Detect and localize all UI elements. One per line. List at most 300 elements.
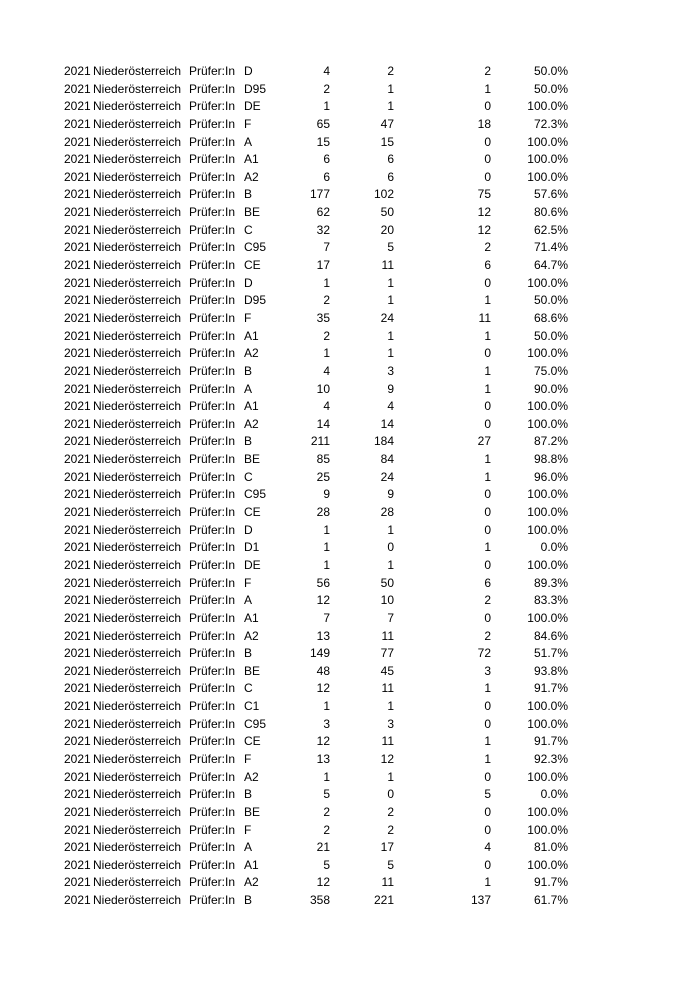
total-cell: 17 [316, 258, 330, 273]
rate-cell: 91.7% [533, 875, 568, 890]
table-row [0, 592, 700, 610]
role-cell: Prüfer:In [189, 575, 236, 590]
rate-cell: 100.0% [527, 716, 568, 731]
year-cell: 2021 [64, 822, 91, 837]
role-cell: Prüfer:In [189, 469, 236, 484]
year-cell: 2021 [64, 240, 91, 255]
failed-cell: 0 [484, 416, 491, 431]
total-cell: 12 [316, 681, 330, 696]
region-cell: Niederösterreich [93, 751, 182, 766]
rate-cell: 50.0% [533, 81, 568, 96]
rate-cell: 100.0% [527, 99, 568, 114]
region-cell: Niederösterreich [93, 452, 182, 467]
class-cell: F [244, 310, 252, 325]
failed-cell: 1 [484, 381, 491, 396]
failed-cell: 18 [477, 116, 491, 131]
total-cell: 177 [309, 187, 330, 202]
passed-cell: 11 [381, 734, 394, 749]
year-cell: 2021 [64, 64, 91, 78]
year-cell: 2021 [64, 840, 91, 855]
year-cell: 2021 [64, 628, 91, 643]
role-cell: Prüfer:In [189, 540, 236, 555]
year-cell: 2021 [64, 258, 91, 273]
rate-cell: 50.0% [533, 328, 568, 343]
passed-cell: 45 [380, 663, 394, 678]
region-cell: Niederösterreich [93, 381, 182, 396]
failed-cell: 1 [484, 751, 491, 766]
failed-cell: 1 [484, 734, 491, 749]
table-row [0, 892, 700, 910]
table-row [0, 398, 700, 416]
failed-cell: 3 [484, 663, 491, 678]
passed-cell: 2 [387, 822, 394, 837]
year-cell: 2021 [64, 116, 91, 131]
rate-cell: 50.0% [533, 64, 568, 78]
year-cell: 2021 [64, 381, 91, 396]
rate-cell: 100.0% [527, 487, 568, 502]
region-cell: Niederösterreich [93, 99, 182, 114]
failed-cell: 4 [484, 840, 491, 855]
region-cell: Niederösterreich [93, 346, 182, 361]
passed-cell: 50 [380, 205, 394, 220]
class-cell: B [244, 434, 253, 449]
year-cell: 2021 [64, 399, 91, 414]
table-row [0, 275, 700, 293]
total-cell: 48 [316, 663, 330, 678]
year-cell: 2021 [64, 540, 91, 555]
table-row [0, 328, 700, 346]
table-row [0, 416, 700, 434]
failed-cell: 0 [484, 699, 491, 714]
table-row [0, 469, 700, 487]
passed-cell: 3 [387, 363, 394, 378]
region-cell: Niederösterreich [93, 822, 182, 837]
passed-cell: 9 [387, 381, 394, 396]
region-cell: Niederösterreich [93, 240, 182, 255]
year-cell: 2021 [64, 681, 91, 696]
total-cell: 149 [309, 646, 330, 661]
failed-cell: 2 [484, 64, 491, 78]
failed-cell: 0 [484, 346, 491, 361]
table-row [0, 539, 700, 557]
role-cell: Prüfer:In [189, 787, 236, 802]
rate-cell: 100.0% [527, 152, 568, 167]
year-cell: 2021 [64, 81, 91, 96]
year-cell: 2021 [64, 505, 91, 520]
table-row [0, 486, 700, 504]
region-cell: Niederösterreich [93, 593, 182, 608]
role-cell: Prüfer:In [189, 681, 236, 696]
year-cell: 2021 [64, 716, 91, 731]
table-row [0, 310, 700, 328]
role-cell: Prüfer:In [189, 734, 236, 749]
region-cell: Niederösterreich [93, 134, 182, 149]
region-cell: Niederösterreich [93, 522, 182, 537]
total-cell: 56 [316, 575, 330, 590]
total-cell: 32 [316, 222, 330, 237]
year-cell: 2021 [64, 328, 91, 343]
total-cell: 2 [323, 81, 330, 96]
table-row [0, 857, 700, 875]
class-cell: D [244, 522, 253, 537]
year-cell: 2021 [64, 452, 91, 467]
passed-cell: 6 [387, 169, 394, 184]
role-cell: Prüfer:In [189, 716, 236, 731]
year-cell: 2021 [64, 187, 91, 202]
table-row [0, 186, 700, 204]
class-cell: F [244, 575, 252, 590]
rate-cell: 100.0% [527, 804, 568, 819]
rate-cell: 50.0% [533, 293, 568, 308]
rate-cell: 100.0% [527, 346, 568, 361]
region-cell: Niederösterreich [93, 187, 182, 202]
rate-cell: 68.6% [533, 310, 568, 325]
total-cell: 35 [316, 310, 330, 325]
failed-cell: 1 [484, 875, 491, 890]
class-cell: F [244, 116, 252, 131]
role-cell: Prüfer:In [189, 258, 236, 273]
total-cell: 1 [323, 769, 330, 784]
class-cell: B [244, 787, 253, 802]
year-cell: 2021 [64, 699, 91, 714]
class-cell: A2 [244, 875, 259, 890]
year-cell: 2021 [64, 734, 91, 749]
role-cell: Prüfer:In [189, 116, 236, 131]
table-row [0, 204, 700, 222]
year-cell: 2021 [64, 169, 91, 184]
total-cell: 2 [323, 804, 330, 819]
rate-cell: 91.7% [533, 681, 568, 696]
passed-cell: 11 [381, 875, 394, 890]
rate-cell: 100.0% [527, 399, 568, 414]
class-cell: BE [244, 663, 261, 678]
rate-cell: 87.2% [533, 434, 568, 449]
failed-cell: 137 [470, 893, 491, 908]
failed-cell: 27 [477, 434, 491, 449]
region-cell: Niederösterreich [93, 328, 182, 343]
passed-cell: 1 [387, 522, 394, 537]
passed-cell: 1 [387, 81, 394, 96]
year-cell: 2021 [64, 857, 91, 872]
class-cell: B [244, 646, 253, 661]
role-cell: Prüfer:In [189, 416, 236, 431]
total-cell: 12 [316, 734, 330, 749]
year-cell: 2021 [64, 787, 91, 802]
year-cell: 2021 [64, 575, 91, 590]
failed-cell: 1 [484, 293, 491, 308]
failed-cell: 6 [484, 258, 491, 273]
rate-cell: 75.0% [533, 363, 568, 378]
region-cell: Niederösterreich [93, 787, 182, 802]
year-cell: 2021 [64, 751, 91, 766]
region-cell: Niederösterreich [93, 628, 182, 643]
rate-cell: 100.0% [527, 169, 568, 184]
role-cell: Prüfer:In [189, 769, 236, 784]
table-row [0, 751, 700, 769]
passed-cell: 47 [380, 116, 394, 131]
passed-cell: 20 [380, 222, 394, 237]
region-cell: Niederösterreich [93, 699, 182, 714]
passed-cell: 1 [387, 328, 394, 343]
rate-cell: 100.0% [527, 769, 568, 784]
passed-cell: 11 [381, 681, 394, 696]
class-cell: C [244, 222, 253, 237]
role-cell: Prüfer:In [189, 804, 236, 819]
region-cell: Niederösterreich [93, 275, 182, 290]
class-cell: A2 [244, 769, 259, 784]
passed-cell: 1 [387, 769, 394, 784]
total-cell: 5 [323, 787, 330, 802]
passed-cell: 2 [387, 64, 394, 78]
rate-cell: 89.3% [533, 575, 568, 590]
region-cell: Niederösterreich [93, 64, 182, 78]
rate-cell: 100.0% [527, 822, 568, 837]
table-row [0, 257, 700, 275]
year-cell: 2021 [64, 875, 91, 890]
region-cell: Niederösterreich [93, 840, 182, 855]
role-cell: Prüfer:In [189, 522, 236, 537]
region-cell: Niederösterreich [93, 716, 182, 731]
table-row [0, 575, 700, 593]
class-cell: A [244, 593, 253, 608]
total-cell: 21 [316, 840, 330, 855]
table-row [0, 169, 700, 187]
region-cell: Niederösterreich [93, 804, 182, 819]
year-cell: 2021 [64, 522, 91, 537]
year-cell: 2021 [64, 663, 91, 678]
failed-cell: 2 [484, 593, 491, 608]
class-cell: F [244, 751, 252, 766]
year-cell: 2021 [64, 152, 91, 167]
passed-cell: 24 [380, 469, 394, 484]
role-cell: Prüfer:In [189, 64, 236, 78]
rate-cell: 0.0% [540, 540, 568, 555]
passed-cell: 10 [380, 593, 394, 608]
table-row [0, 222, 700, 240]
role-cell: Prüfer:In [189, 857, 236, 872]
class-cell: BE [244, 804, 261, 819]
region-cell: Niederösterreich [93, 734, 182, 749]
rate-cell: 90.0% [533, 381, 568, 396]
table-row [0, 151, 700, 169]
region-cell: Niederösterreich [93, 310, 182, 325]
passed-cell: 50 [380, 575, 394, 590]
failed-cell: 1 [484, 328, 491, 343]
role-cell: Prüfer:In [189, 840, 236, 855]
year-cell: 2021 [64, 416, 91, 431]
region-cell: Niederösterreich [93, 769, 182, 784]
passed-cell: 12 [380, 751, 394, 766]
passed-cell: 17 [380, 840, 394, 855]
rate-cell: 100.0% [527, 857, 568, 872]
rate-cell: 100.0% [527, 505, 568, 520]
rate-cell: 100.0% [527, 522, 568, 537]
role-cell: Prüfer:In [189, 505, 236, 520]
role-cell: Prüfer:In [189, 893, 236, 908]
rate-cell: 100.0% [527, 699, 568, 714]
role-cell: Prüfer:In [189, 699, 236, 714]
rate-cell: 91.7% [533, 734, 568, 749]
table-row [0, 874, 700, 892]
region-cell: Niederösterreich [93, 893, 182, 908]
total-cell: 2 [323, 822, 330, 837]
passed-cell: 1 [387, 699, 394, 714]
total-cell: 12 [316, 593, 330, 608]
rate-cell: 57.6% [533, 187, 568, 202]
table-row [0, 645, 700, 663]
table-row [0, 292, 700, 310]
table-row [0, 239, 700, 257]
data-table [0, 63, 700, 910]
role-cell: Prüfer:In [189, 557, 236, 572]
class-cell: A2 [244, 628, 259, 643]
total-cell: 1 [323, 346, 330, 361]
failed-cell: 1 [484, 681, 491, 696]
table-row [0, 522, 700, 540]
year-cell: 2021 [64, 610, 91, 625]
total-cell: 62 [316, 205, 330, 220]
role-cell: Prüfer:In [189, 646, 236, 661]
role-cell: Prüfer:In [189, 240, 236, 255]
table-row [0, 663, 700, 681]
table-row [0, 81, 700, 99]
table-row [0, 733, 700, 751]
role-cell: Prüfer:In [189, 399, 236, 414]
region-cell: Niederösterreich [93, 610, 182, 625]
role-cell: Prüfer:In [189, 205, 236, 220]
class-cell: C [244, 681, 253, 696]
passed-cell: 15 [380, 134, 394, 149]
total-cell: 28 [316, 505, 330, 520]
rate-cell: 98.8% [533, 452, 568, 467]
passed-cell: 11 [381, 628, 394, 643]
passed-cell: 7 [387, 610, 394, 625]
passed-cell: 221 [373, 893, 394, 908]
class-cell: BE [244, 205, 261, 220]
year-cell: 2021 [64, 134, 91, 149]
class-cell: DE [244, 557, 261, 572]
passed-cell: 1 [387, 293, 394, 308]
rate-cell: 81.0% [533, 840, 568, 855]
region-cell: Niederösterreich [93, 469, 182, 484]
role-cell: Prüfer:In [189, 628, 236, 643]
role-cell: Prüfer:In [189, 275, 236, 290]
region-cell: Niederösterreich [93, 487, 182, 502]
failed-cell: 0 [484, 99, 491, 114]
total-cell: 1 [323, 699, 330, 714]
year-cell: 2021 [64, 275, 91, 290]
role-cell: Prüfer:In [189, 363, 236, 378]
region-cell: Niederösterreich [93, 293, 182, 308]
region-cell: Niederösterreich [93, 681, 182, 696]
rate-cell: 51.7% [533, 646, 568, 661]
table-row [0, 680, 700, 698]
total-cell: 2 [323, 328, 330, 343]
table-row [0, 610, 700, 628]
total-cell: 10 [316, 381, 330, 396]
class-cell: A2 [244, 416, 259, 431]
class-cell: A [244, 134, 253, 149]
passed-cell: 11 [381, 258, 394, 273]
region-cell: Niederösterreich [93, 399, 182, 414]
table-row [0, 63, 700, 81]
class-cell: A2 [244, 346, 259, 361]
year-cell: 2021 [64, 557, 91, 572]
role-cell: Prüfer:In [189, 381, 236, 396]
passed-cell: 1 [387, 275, 394, 290]
year-cell: 2021 [64, 487, 91, 502]
class-cell: C95 [244, 487, 267, 502]
class-cell: A [244, 381, 253, 396]
total-cell: 358 [309, 893, 330, 908]
class-cell: C [244, 469, 253, 484]
failed-cell: 0 [484, 769, 491, 784]
passed-cell: 2 [387, 804, 394, 819]
year-cell: 2021 [64, 893, 91, 908]
class-cell: CE [244, 258, 261, 273]
region-cell: Niederösterreich [93, 434, 182, 449]
role-cell: Prüfer:In [189, 593, 236, 608]
role-cell: Prüfer:In [189, 293, 236, 308]
table-row [0, 98, 700, 116]
failed-cell: 0 [484, 275, 491, 290]
table-row [0, 822, 700, 840]
failed-cell: 12 [477, 205, 491, 220]
failed-cell: 0 [484, 522, 491, 537]
role-cell: Prüfer:In [189, 434, 236, 449]
total-cell: 1 [323, 275, 330, 290]
total-cell: 5 [323, 857, 330, 872]
region-cell: Niederösterreich [93, 557, 182, 572]
table-row [0, 381, 700, 399]
failed-cell: 0 [484, 134, 491, 149]
total-cell: 2 [323, 293, 330, 308]
failed-cell: 12 [477, 222, 491, 237]
table-row [0, 134, 700, 152]
passed-cell: 4 [387, 399, 394, 414]
rate-cell: 96.0% [533, 469, 568, 484]
passed-cell: 28 [380, 505, 394, 520]
total-cell: 14 [316, 416, 330, 431]
total-cell: 7 [323, 610, 330, 625]
passed-cell: 1 [387, 99, 394, 114]
year-cell: 2021 [64, 310, 91, 325]
total-cell: 211 [310, 434, 330, 449]
total-cell: 6 [323, 152, 330, 167]
failed-cell: 2 [484, 240, 491, 255]
passed-cell: 102 [373, 187, 394, 202]
role-cell: Prüfer:In [189, 169, 236, 184]
class-cell: CE [244, 505, 261, 520]
region-cell: Niederösterreich [93, 575, 182, 590]
table-row [0, 786, 700, 804]
failed-cell: 0 [484, 169, 491, 184]
role-cell: Prüfer:In [189, 99, 236, 114]
class-cell: C95 [244, 240, 267, 255]
class-cell: BE [244, 452, 261, 467]
region-cell: Niederösterreich [93, 646, 182, 661]
failed-cell: 1 [484, 81, 491, 96]
year-cell: 2021 [64, 346, 91, 361]
rate-cell: 62.5% [533, 222, 568, 237]
class-cell: A1 [244, 610, 259, 625]
failed-cell: 72 [477, 646, 491, 661]
year-cell: 2021 [64, 205, 91, 220]
total-cell: 1 [323, 557, 330, 572]
class-cell: A1 [244, 399, 259, 414]
table-row [0, 116, 700, 134]
year-cell: 2021 [64, 293, 91, 308]
